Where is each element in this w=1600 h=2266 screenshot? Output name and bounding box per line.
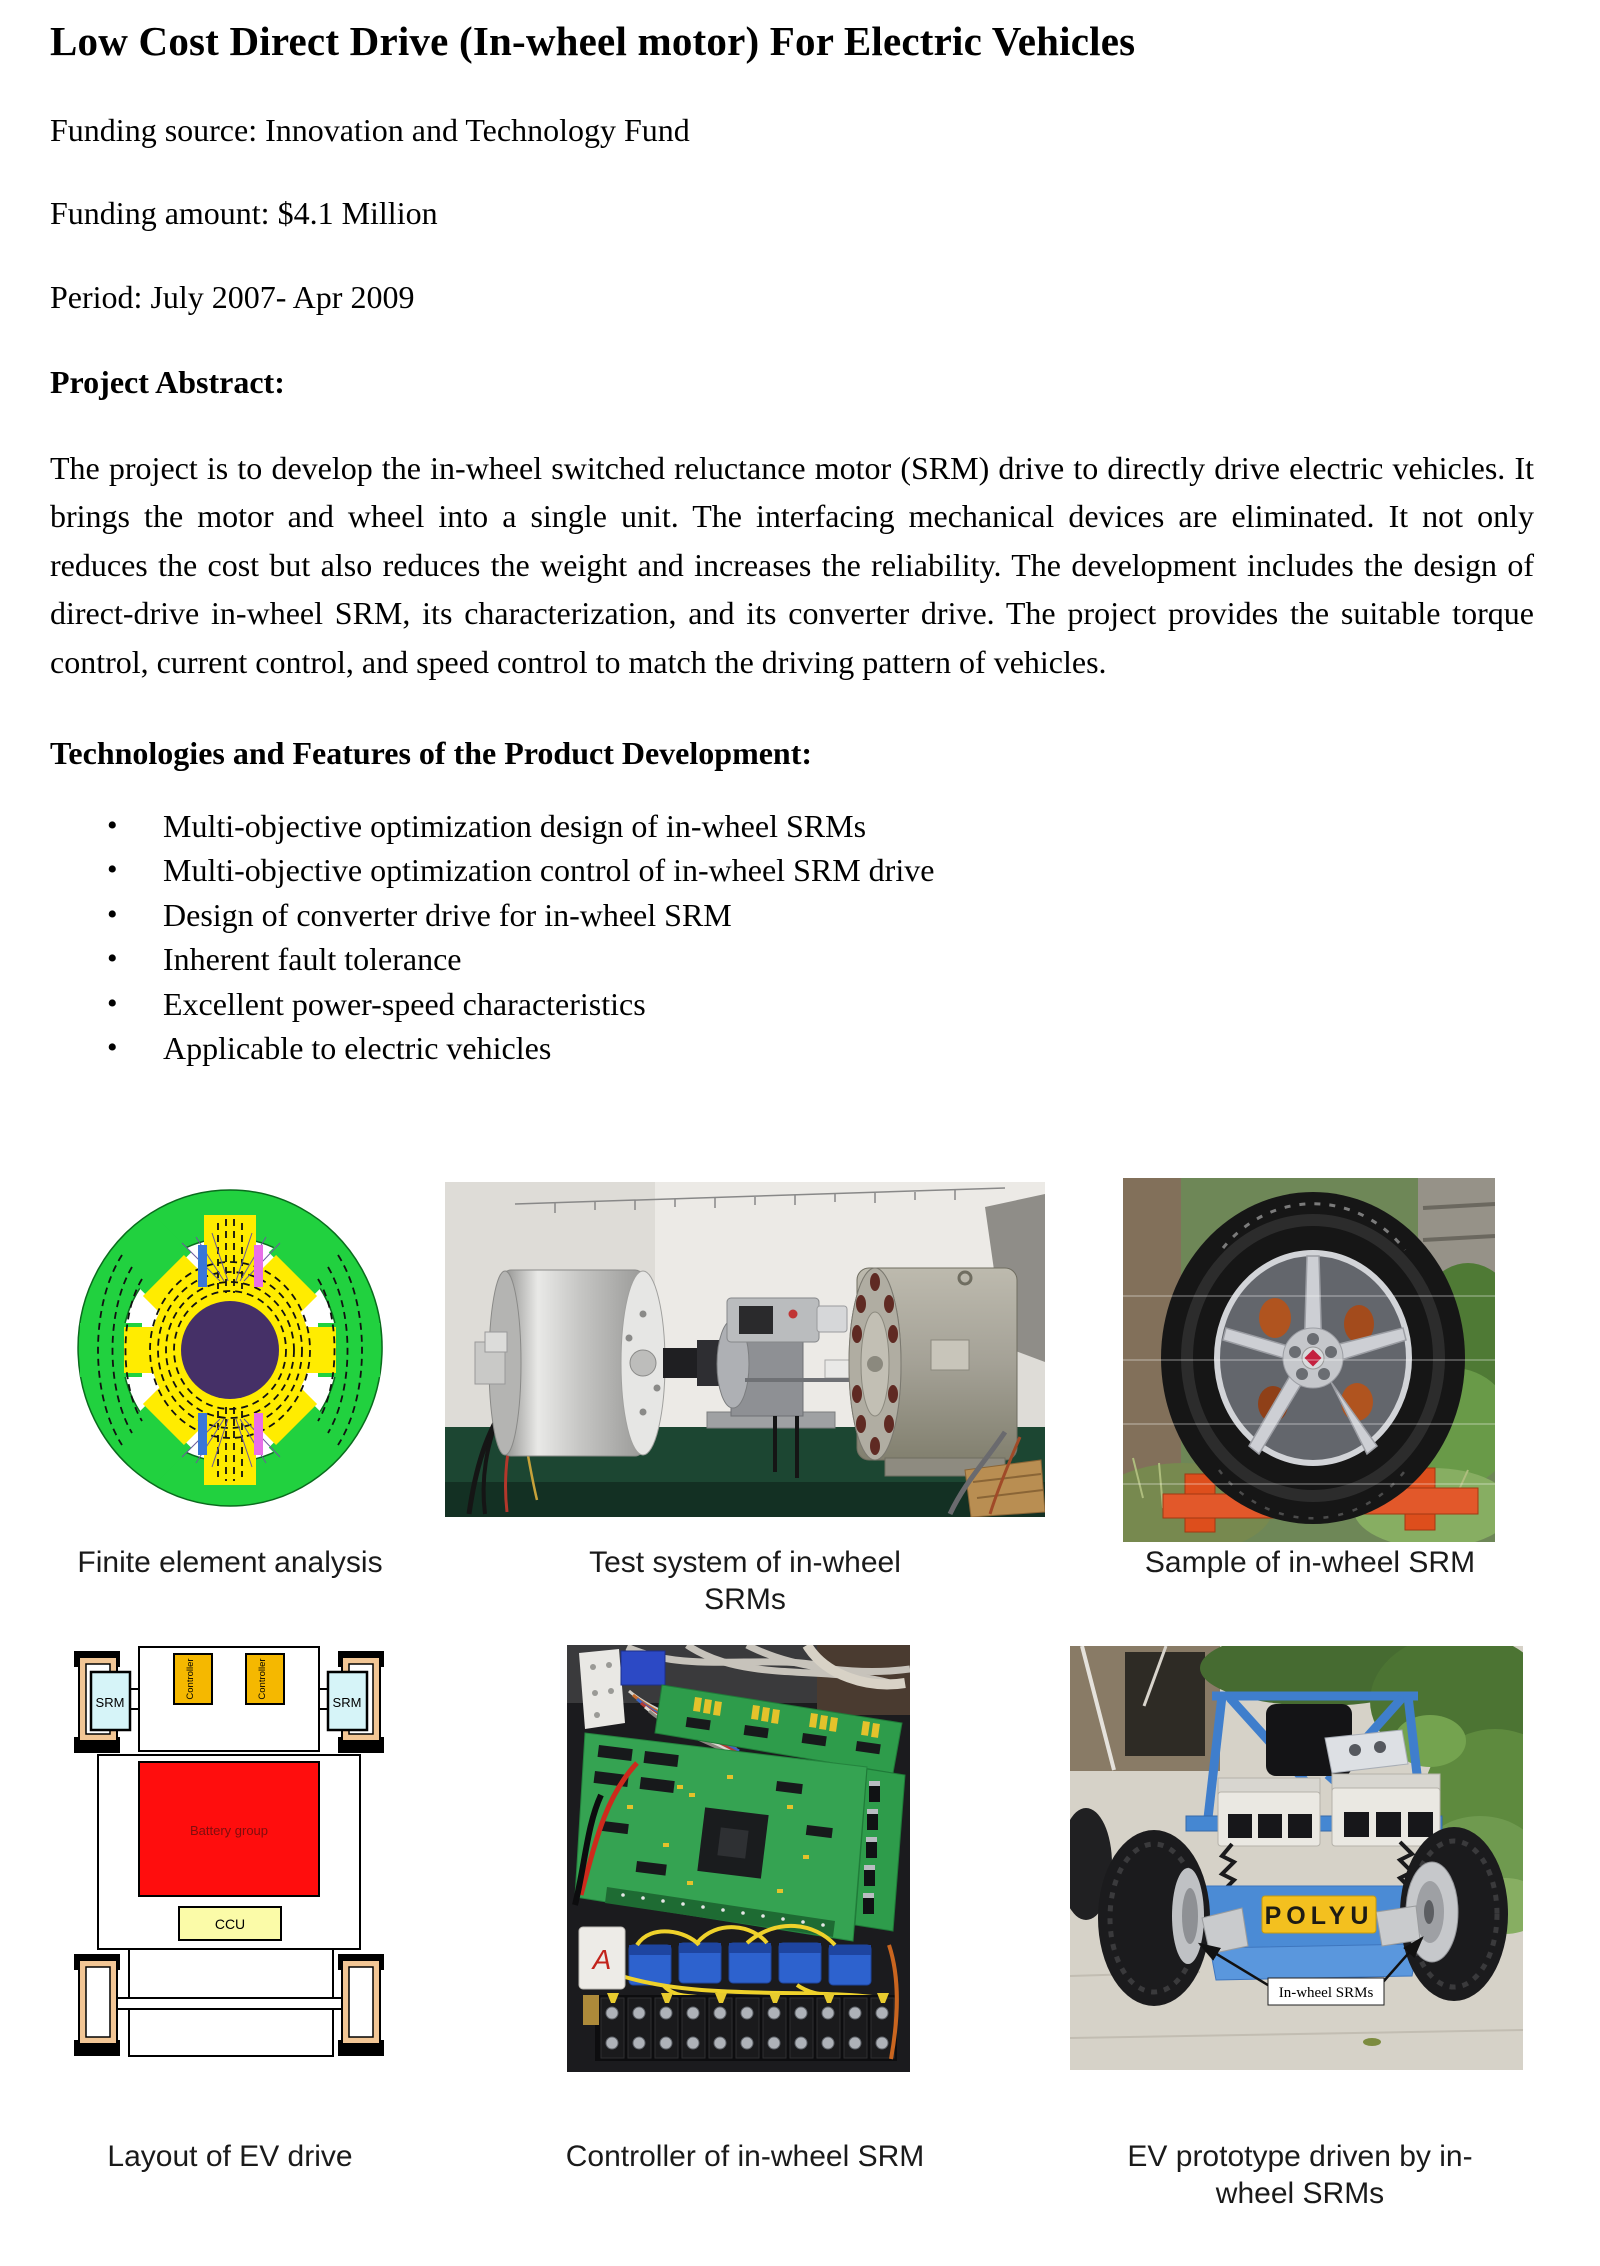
fea-diagram xyxy=(70,1185,390,1515)
controller-label-right: Controller xyxy=(257,1658,268,1700)
ev-layout-diagram xyxy=(60,1645,390,2107)
battery-group-label: Battery group xyxy=(189,1823,269,1838)
photo-blue-box xyxy=(621,1651,665,1685)
document-content xyxy=(50,0,1534,1071)
caption-controller: Controller of in-wheel SRM xyxy=(565,2140,925,2173)
feature-item xyxy=(50,804,1534,849)
ev-prototype-figure xyxy=(1070,1646,1523,2070)
photo-rear-wheel-left xyxy=(1098,1830,1210,2006)
photo-leaf xyxy=(1363,2038,1381,2046)
feature-item xyxy=(50,1026,1534,1071)
layout-rear-axle xyxy=(117,1998,343,2009)
ev-prototype-photo xyxy=(1070,1646,1523,2070)
photo-terminal-strip xyxy=(595,1993,897,2061)
layout-front-body xyxy=(139,1647,319,1751)
controller-label-left: Controller xyxy=(185,1658,196,1700)
test-system-figure xyxy=(445,1182,1045,1517)
feature-item xyxy=(50,893,1534,938)
caption-test-system: Test system of in-wheel SRMs xyxy=(589,1546,901,1616)
feature-item xyxy=(50,982,1534,1027)
feature-text: Multi-objective optimization control of in-wheel SRM drive xyxy=(163,852,935,889)
period-line: Period: July 2007- Apr 2009 xyxy=(50,278,415,315)
funding-source-line: Funding source: Innovation and Technology Fund xyxy=(50,112,690,149)
abstract-heading: Project Abstract: xyxy=(50,363,285,400)
caption-fea: Finite element analysis xyxy=(77,1546,383,1579)
features-heading: Technologies and Features of the Product Development: xyxy=(50,735,813,772)
features-list xyxy=(50,804,1534,1071)
wheel-sample-figure xyxy=(1123,1178,1495,1542)
module-a-label: A xyxy=(592,1944,612,1975)
caption-ev-prototype: EV prototype driven by in-wheel SRMs xyxy=(1127,2140,1473,2210)
annotation-text: In-wheel SRMs xyxy=(1278,1985,1374,2001)
photo-module-a xyxy=(579,1927,625,1989)
wheel-photo xyxy=(1123,1178,1495,1542)
photo-rim xyxy=(1217,1253,1409,1463)
feature-text: Design of converter drive for in-wheel SRM xyxy=(163,896,732,933)
feature-text: Excellent power-speed characteristics xyxy=(163,985,646,1022)
photo-drum-srm xyxy=(475,1270,665,1456)
feature-text: Inherent fault tolerance xyxy=(163,941,462,978)
layout-wheel-rear-right xyxy=(338,1954,384,2056)
test-system-photo xyxy=(445,1182,1045,1517)
photo-lower-skirt xyxy=(1210,1944,1418,1980)
funding-amount-line: Funding amount: $4.1 Million xyxy=(50,195,438,232)
layout-wheel-rear-left xyxy=(74,1954,120,2056)
feature-item xyxy=(50,848,1534,893)
layout-wheel-front-right xyxy=(319,1651,384,1753)
layout-wheel-front-left xyxy=(74,1651,139,1753)
license-plate-text: POLYU xyxy=(1264,1902,1374,1930)
feature-text: Applicable to electric vehicles xyxy=(163,1030,552,1067)
photo-bracket xyxy=(579,1649,625,1729)
photo-relays xyxy=(629,1943,871,1985)
caption-wheel-sample: Sample of in-wheel SRM xyxy=(1144,1546,1476,1579)
fea-figure xyxy=(70,1185,390,1515)
srm-label-right: SRM xyxy=(332,1695,362,1710)
controller-photo xyxy=(567,1645,910,2072)
abstract-text: The project is to develop the in-wheel switched reluctance motor (SRM) drive to directly drive electric vehicles. It brings the motor and wheel into a single unit. The interfacing mechanical devices are eliminated. It not only reduces the cost but also reduces the weight and increases the reliability. The development includes the design of direct-drive in-wheel SRM, its characterization, and its converter drive. The project provides the suitable torque control, current control, and speed control to match the driving pattern of vehicles. xyxy=(50,449,1534,680)
photo-brass-part xyxy=(583,1995,599,2025)
fea-shaft xyxy=(181,1301,279,1399)
ev-layout-figure xyxy=(60,1645,390,2107)
controller-figure xyxy=(567,1645,910,2072)
feature-text: Multi-objective optimization design of in-wheel SRMs xyxy=(163,807,867,844)
ccu-label: CCU xyxy=(214,1916,246,1932)
feature-item xyxy=(50,937,1534,982)
page-title: Low Cost Direct Drive (In-wheel motor) For Electric Vehicles xyxy=(50,18,1136,64)
caption-ev-layout: Layout of EV drive xyxy=(107,2140,353,2173)
srm-label-left: SRM xyxy=(95,1695,125,1710)
photo-license-plate xyxy=(1262,1896,1376,1933)
photo-load-motor xyxy=(849,1268,1017,1476)
